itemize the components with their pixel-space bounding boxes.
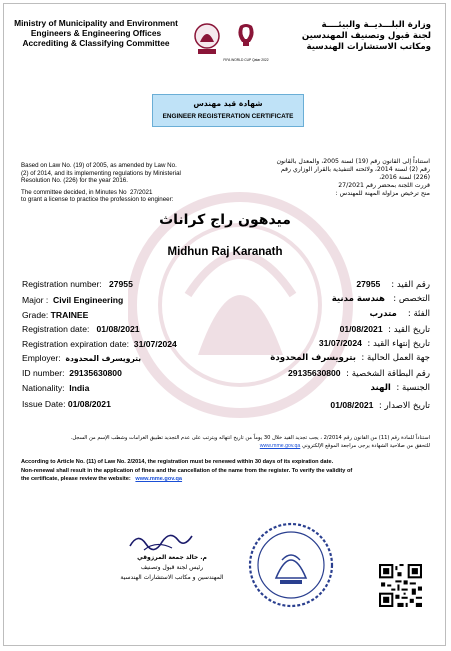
world-cup-caption: FIFA WORLD CUP Qatar 2022 — [223, 58, 269, 62]
world-cup-logo-icon — [226, 22, 266, 58]
preamble-en-1: Based on Law No. (19) of 2005, as amended by Law No. — [21, 162, 177, 169]
field-issue-date: Issue Date: 01/08/2021 — [22, 399, 111, 409]
preamble-ar-4: قررت اللجنة بمحضر رقم 27/2021 — [338, 182, 430, 189]
notice-ar-2-row — [20, 442, 430, 450]
preamble-en-5: to grant a license to practice the profession to engineer: — [21, 196, 174, 203]
field-ar-id-number: رقم البطاقة الشخصية : 29135630800 — [288, 368, 430, 379]
header-ar-line1: وزارة البلـــديــة والبيئــــة — [321, 20, 431, 30]
notice-en-3-row — [21, 475, 431, 484]
preamble-ar-3: (226) لسنة 2016، — [379, 174, 430, 181]
field-expiration-date: Registration expiration date: 31/07/2024 — [22, 339, 177, 349]
field-ar-issue-date: تاريخ الاصدار : 01/08/2021 — [330, 400, 430, 411]
header-ar-line3: ومكاتب الاستشارات الهندسية — [306, 42, 431, 52]
preamble-en-3: Resolution No. (226) for the year 2016. — [21, 177, 128, 184]
field-registration-date: Registration date: 01/08/2021 — [22, 324, 140, 334]
field-ar-grade: الفئة : متدرب — [369, 309, 430, 319]
field-major: Major : Civil Engineering — [22, 295, 124, 305]
field-ar-expiration-date: تاريخ إنتهاء القيد : 31/07/2024 — [318, 338, 430, 349]
field-grade: Grade: TRAINEE — [22, 310, 89, 320]
qatar-emblem-icon — [194, 22, 220, 56]
header-en-line2: Engineers & Engineering Offices — [30, 28, 162, 38]
field-employer: Employer: بترويسرف المحدودة — [22, 353, 142, 363]
certificate-title-box — [152, 94, 304, 127]
field-ar-nationality: الجنسية : الهند — [370, 383, 430, 393]
field-nationality: Nationality: India — [22, 383, 90, 393]
signatory-title-2: المهندسين و مكاتب الاستشارات الهندسية — [120, 574, 224, 581]
certificate-title-ar: شهادة قيد مهندس — [193, 99, 263, 108]
field-ar-registration-number: رقم القيد : 27955 — [356, 279, 430, 290]
certificate-title-en: ENGINEER REGISTERATION CERTIFICATE — [162, 113, 294, 120]
notice-en-1: According to Article No. (11) of Law No. 2/2014, the registration must be renewed within 30 days of its expiration date. — [21, 459, 334, 465]
notice-ar-2: للتحقق من صلاحية الشهادة يرجى مراجعة الموقع الإلكتروني — [301, 443, 430, 449]
notice-en-link[interactable]: www.mme.gov.qa — [135, 476, 183, 482]
preamble-en-2: (2) of 2014, and its implementing regulations by Ministerial — [21, 169, 181, 177]
signature-icon — [126, 526, 196, 556]
header-en-line1: Ministry of Municipality and Environment — [14, 18, 178, 28]
engineer-name-ar: ميدهون راج كراناث — [159, 212, 291, 228]
preamble-ar-2: رقم (2) لسنة 2014، ولائحته التنفيذية بالقرار الوزاري رقم — [280, 166, 430, 173]
preamble-ar-1: استناداً إلى القانون رقم (19) لسنة 2005، والمعدل بالقانون — [276, 158, 430, 165]
preamble-ar-5: منح ترخيص مزاولة المهنة للمهندس : — [335, 190, 430, 197]
notice-ar-1: استناداً للمادة رقم (11) من القانون رقم 2/2014 ، يجب تجديد القيد خلال 30 يوماً من تاريخ انتهائه ويترتب على عدم التجديد تطبيق الغرامات وشطب الإسم من السجل. — [70, 435, 430, 441]
field-ar-major: التخصص : هندسة مدنية — [331, 294, 430, 304]
header-en-line3: Accrediting & Classifying Committee — [22, 38, 170, 48]
field-registration-number: Registration number: 27955 — [22, 279, 133, 289]
qr-code-icon — [379, 564, 422, 607]
notice-ar-link[interactable]: www.mme.gov.qa — [259, 443, 301, 449]
field-ar-employer: جهة العمل الحالية : بترويسرف المحدودة — [270, 353, 430, 363]
committee-seal-icon — [246, 520, 336, 610]
engineer-name-en: Midhun Raj Karanath — [167, 246, 283, 258]
notice-en-2: Non-renewal shall result in the application of fines and the cancellation of the name from the register. To verify the validity of — [21, 467, 353, 474]
preamble-en-4: The committee decided, in Minutes No — [21, 188, 127, 196]
header-ar-line2: لجنة قبول وتصنيف المهندسين — [301, 31, 431, 41]
minutes-number-en: 27/2021 — [130, 188, 153, 196]
signatory-title-1: رئيس لجنة قبول وتصنيف — [140, 564, 204, 571]
field-ar-registration-date: تاريخ القيد : 01/08/2021 — [339, 324, 430, 335]
field-id-number: ID number: 29135630800 — [22, 368, 122, 378]
signatory-name: م. خالد جمعة المرزوقي — [137, 554, 207, 561]
notice-en-3: the certificate, please review the website: — [21, 476, 131, 482]
